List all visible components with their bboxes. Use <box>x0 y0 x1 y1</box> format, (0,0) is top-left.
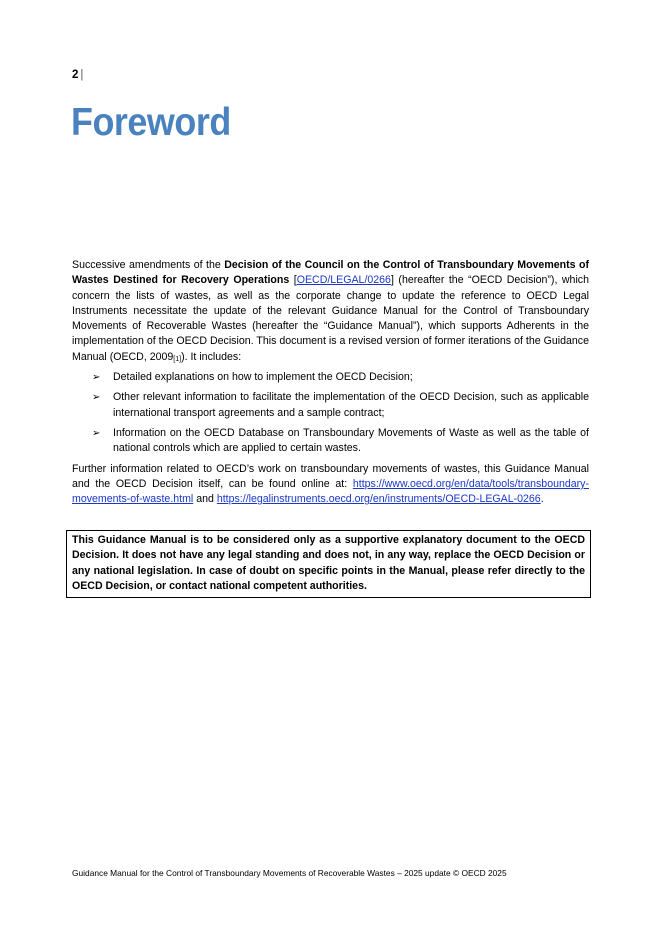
page-number <box>72 69 83 81</box>
list-item <box>72 390 589 421</box>
page-title: Foreword <box>71 101 231 144</box>
includes-list <box>72 370 589 456</box>
further-info-paragraph <box>72 462 589 508</box>
arrow-bullet-icon: ➢ <box>92 372 101 384</box>
further-text-3: . <box>540 493 544 506</box>
list-item <box>72 370 589 385</box>
page-number-separator: | <box>80 69 84 81</box>
page-number-value: 2 <box>72 69 79 81</box>
intro-paragraph <box>72 258 589 366</box>
further-text-1: Further information related to OECD’s work on transboundary movements of wastes, this Guidance Manual and the OECD Decision itself, can be found online at: <box>72 462 589 490</box>
foreword-body <box>72 258 589 507</box>
arrow-bullet-icon: ➢ <box>92 392 101 404</box>
arrow-bullet-icon: ➢ <box>92 427 101 439</box>
oecd-legal-link[interactable]: OECD/LEGAL/0266 <box>296 274 391 287</box>
list-item-text: Detailed explanations on how to implement the OECD Decision; <box>113 371 413 384</box>
page-footer: Guidance Manual for the Control of Transboundary Movements of Recoverable Wastes – 2025 update © OECD 2025 <box>72 868 507 878</box>
reference-marker: [1] <box>173 355 182 363</box>
legal-instruments-link[interactable]: https://legalinstruments.oecd.org/en/instruments/OECD-LEGAL-0266 <box>216 493 541 506</box>
intro-text-1: Successive amendments of the <box>72 259 225 271</box>
intro-text-3: ] (hereafter the “OECD Decision”), which concern the lists of wastes, as well as the corporate change to update the reference to OECD Legal Instruments necessitate the update of the relevant Guidance Manual for the Control of Transboundary Movements of Recoverable Wastes (hereafter the “Guidance Manual”), which supports Adherents in the implementation of the OECD Decision. This document is a revised version of former iterations of the Guidance Manual (OECD, 2009 <box>72 274 589 363</box>
further-text-2: and <box>193 493 217 506</box>
intro-text-4: ). It includes: <box>181 350 242 363</box>
list-item-text: Other relevant information to facilitate the implementation of the OECD Decision, such as applicable international transport agreements and a sample contract; <box>113 391 589 419</box>
list-item <box>72 426 589 457</box>
list-item-text: Information on the OECD Database on Transboundary Movements of Waste as well as the table of national controls which are applied to certain wastes. <box>113 426 589 455</box>
oecd-waste-tool-link[interactable]: https://www.oecd.org/en/data/tools/transboundary-movements-of-waste.html <box>72 477 589 506</box>
disclaimer-box: This Guidance Manual is to be considered only as a supportive explanatory document to the OECD Decision. It does not have any legal standing and does not, in any way, replace the OECD Decision or any national legislation. In case of doubt on specific points in the Manual, please refer directly to the OECD Decision, or contact national competent authorities. <box>66 530 591 598</box>
intro-text-2: [ <box>289 274 297 287</box>
decision-title: Decision of the Council on the Control of Transboundary Movements of Wastes Destined for Recovery Operations <box>72 259 589 287</box>
